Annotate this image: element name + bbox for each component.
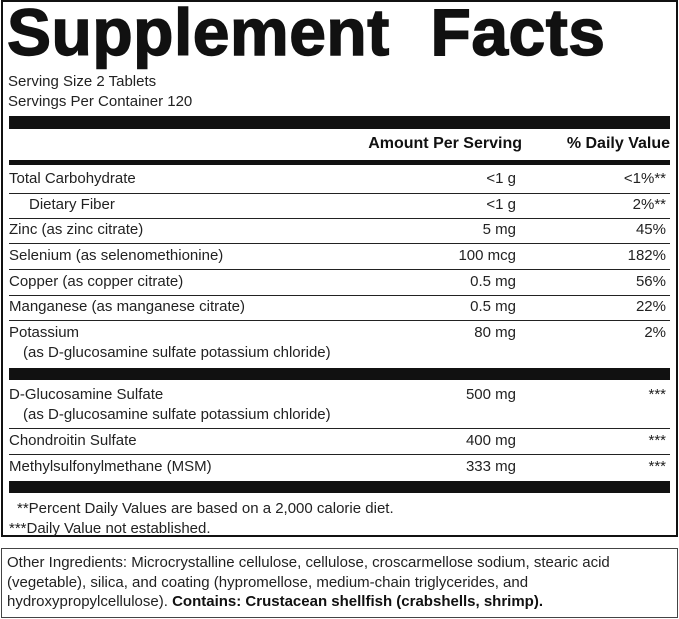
nutrient-name: Chondroitin Sulfate	[9, 432, 137, 449]
nutrient-amount: <1 g	[486, 170, 516, 187]
header-divider	[9, 160, 670, 165]
nutrient-dv: ***	[648, 386, 666, 403]
allergen-statement: Contains: Crustacean shellfish (crabshells, shrimp).	[172, 593, 544, 610]
header-daily-value: % Daily Value	[566, 135, 670, 152]
serving-size: Serving Size 2 Tablets	[8, 73, 157, 90]
other-ingredients	[1, 548, 678, 618]
nutrient-name: Dietary Fiber	[29, 196, 115, 213]
nutrient-amount: 0.5 mg	[470, 273, 516, 290]
row-divider	[9, 295, 670, 296]
nutrient-amount: 333 mg	[465, 458, 516, 475]
nutrient-amount: 400 mg	[465, 432, 516, 449]
footnote-percent-dv: **Percent Daily Values are based on a 2,000 calorie diet.	[17, 500, 394, 517]
nutrient-amount: <1 g	[486, 196, 516, 213]
nutrient-name: Selenium (as selenomethionine)	[9, 247, 224, 264]
row-divider	[9, 218, 670, 219]
nutrient-dv: 45%	[635, 221, 666, 238]
row-divider	[9, 243, 670, 244]
nutrient-dv: ***	[648, 458, 666, 475]
other-ingredients-text: Other Ingredients: Microcrystalline cellulose, cellulose, croscarmellose sodium, stearic acid (vegetable), silica, and coating (hypromellose, medium-chain triglycerides, and hydroxypropylcellulose).	[7, 554, 610, 610]
nutrient-amount: 0.5 mg	[470, 298, 516, 315]
nutrient-name: Potassium	[9, 324, 80, 341]
nutrient-source: (as D-glucosamine sulfate potassium chloride)	[23, 344, 331, 361]
nutrient-dv: 56%	[635, 273, 666, 290]
row-divider	[9, 428, 670, 429]
footnote-dv-not-established: ***Daily Value not established.	[9, 520, 211, 537]
nutrient-amount: 5 mg	[482, 221, 516, 238]
footer-divider	[9, 481, 670, 493]
nutrient-dv: 22%	[635, 298, 666, 315]
nutrient-name: Total Carbohydrate	[9, 170, 136, 187]
nutrient-dv: 2%**	[632, 196, 666, 213]
nutrient-dv: <1%**	[623, 170, 666, 187]
nutrient-name: Copper (as copper citrate)	[9, 273, 184, 290]
nutrient-name: Zinc (as zinc citrate)	[9, 221, 144, 238]
nutrient-dv: 2%	[644, 324, 666, 341]
nutrient-amount: 100 mcg	[458, 247, 516, 264]
nutrient-name: Manganese (as manganese citrate)	[9, 298, 245, 315]
row-divider	[9, 269, 670, 270]
nutrient-dv: ***	[648, 432, 666, 449]
nutrient-dv: 182%	[627, 247, 666, 264]
row-divider	[9, 454, 670, 455]
header-amount: Amount Per Serving	[368, 135, 522, 152]
panel-title: Supplement Facts	[7, 0, 606, 69]
nutrient-name: Methylsulfonylmethane (MSM)	[9, 458, 212, 475]
row-divider	[9, 193, 670, 194]
servings-per-container: Servings Per Container 120	[8, 93, 193, 110]
supplement-facts-panel	[1, 0, 678, 537]
thick-divider	[9, 116, 670, 129]
row-divider	[9, 320, 670, 321]
section-divider	[9, 368, 670, 380]
nutrient-amount: 80 mg	[474, 324, 516, 341]
nutrient-name: D-Glucosamine Sulfate	[9, 386, 164, 403]
nutrient-amount: 500 mg	[465, 386, 516, 403]
nutrient-source: (as D-glucosamine sulfate potassium chloride)	[23, 406, 331, 423]
